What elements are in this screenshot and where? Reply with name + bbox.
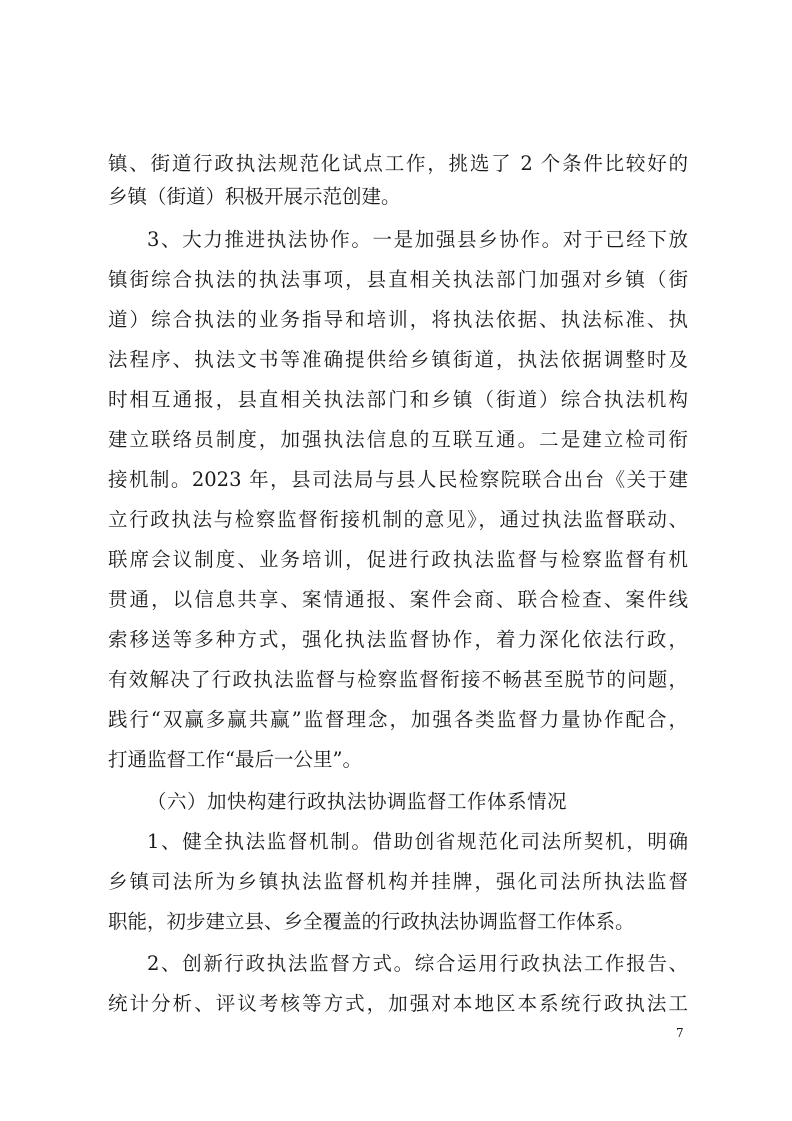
text-line: 时相互通报，县直相关执法部门和乡镇（街道）综合执法机构 [108,388,688,411]
text-line: 立行政执法与检察监督衔接机制的意见》，通过执法监督联动、 [108,508,688,531]
text-line: 打通监督工作“最后一公里”。 [108,748,362,771]
paragraph-start-line: 3、大力推进执法协作。一是加强县乡协作。对于已经下放 [147,228,688,251]
text-line: 有效解决了行政执法监督与检察监督衔接不畅甚至脱节的问题， [108,668,688,691]
paragraph-start-line: 2、创新行政执法监督方式。综合运用行政执法工作报告、 [147,952,688,975]
text-line: 践行“双赢多赢共赢”监督理念，加强各类监督力量协作配合， [108,708,688,731]
text-line: 镇街综合执法的执法事项，县直相关执法部门加强对乡镇（街 [108,268,688,291]
text-line: 职能，初步建立县、乡全覆盖的行政执法协调监督工作体系。 [108,910,635,933]
text-line: 乡镇（街道）积极开展示范创建。 [108,185,401,208]
text-line: 贯通，以信息共享、案情通报、案件会商、联合检查、案件线 [108,588,688,611]
text-line: 联席会议制度、业务培训，促进行政执法监督与检察监督有机 [108,548,688,571]
text-line: 接机制。2023 年，县司法局与县人民检察院联合出台《关于建 [108,468,688,491]
text-line: 建立联络员制度，加强执法信息的互联互通。二是建立检司衔 [108,428,688,451]
text-line: 乡镇司法所为乡镇执法监督机构并挂牌，强化司法所执法监督 [108,870,688,893]
page-number: 7 [676,1026,684,1040]
text-line: 索移送等多种方式，强化执法监督协作，着力深化依法行政， [108,628,688,651]
text-line: 镇、街道行政执法规范化试点工作，挑选了 2 个条件比较好的 [108,152,688,175]
paragraph-start-line: 1、健全执法监督机制。借助创省规范化司法所契机，明确 [147,830,688,853]
text-line: 统计分析、评议考核等方式，加强对本地区本系统行政执法工 [108,992,688,1015]
section-heading: （六）加快构建行政执法协调监督工作体系情况 [147,790,568,813]
text-line: 道）综合执法的业务指导和培训，将执法依据、执法标准、执 [108,308,688,331]
text-line: 法程序、执法文书等准确提供给乡镇街道，执法依据调整时及 [108,348,688,371]
